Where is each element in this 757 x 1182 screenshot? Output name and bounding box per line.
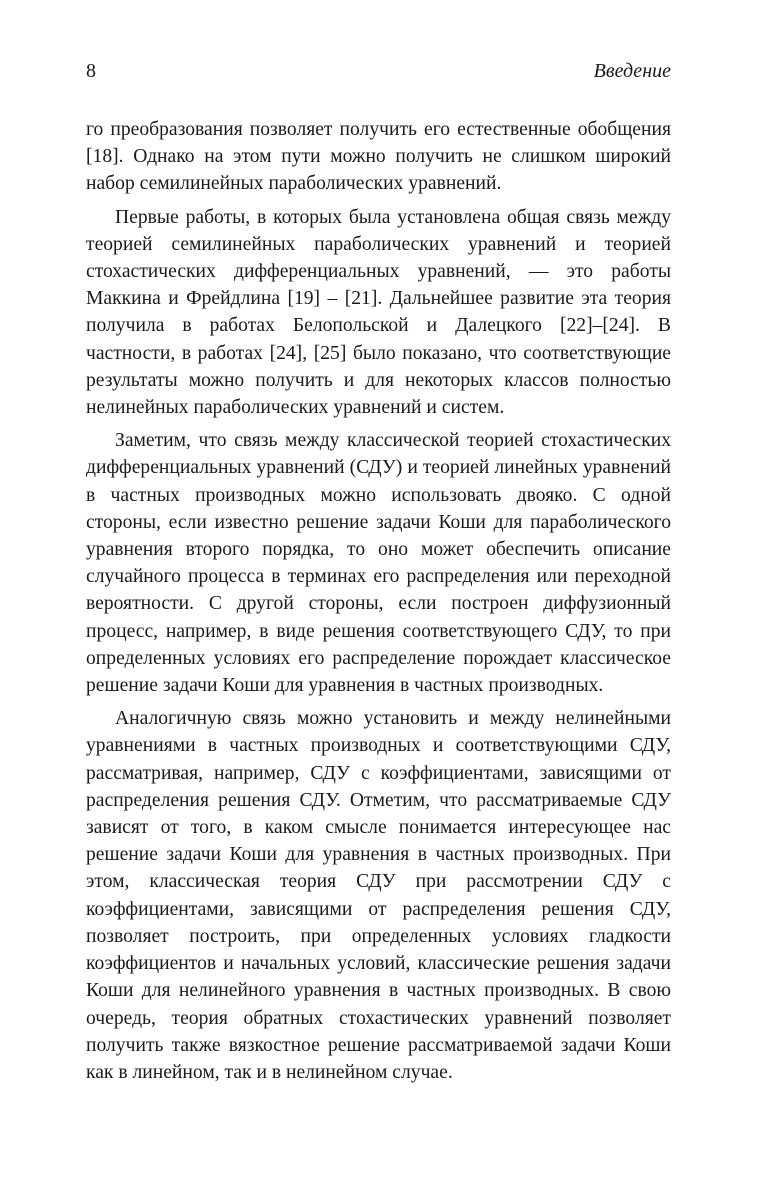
paragraph-sde-linear: Заметим, что связь между классической теорией стохастических дифференциальных уравнений (СДУ) и теорией линейных уравнений в частных производных можно использовать двояко. С одной стороны, если известно решение задачи Коши для параболического уравнения второго порядка, то оно может обеспечить описание случайного процесса в терминах его распределения или переходной вероятности. С другой стороны, если построен диффузионный процесс, например, в виде решения соответствующего СДУ, то при определенных условиях его распределение порождает классическое решение задачи Коши для уравнения в частных производных. — [86, 430, 671, 697]
section-title: Введение — [593, 60, 671, 82]
paragraph-continuation: го преобразования позволяет получить его естественные обобщения [18]. Однако на этом пути можно получить не слишком широкий набор семилинейных параболических уравнений. — [86, 119, 671, 195]
page-number: 8 — [86, 60, 96, 82]
running-head — [86, 60, 671, 86]
body-text — [86, 116, 671, 1092]
paragraph-sde-nonlinear: Аналогичную связь можно установить и между нелинейными уравнениями в частных производных и соответствующими СДУ, рассматривая, например, СДУ с коэффициентами, зависящими от распределения решения СДУ. Отметим, что рассматриваемые СДУ зависят от того, в каком смысле понимается интересующее нас решение задачи Коши для уравнения в частных производных. При этом, классическая теория СДУ при рассмотрении СДУ с коэффициентами, зависящими от распределения решения СДУ, позволяет построить, при определенных условиях гладкости коэффициентов и начальных условий, классические решения задачи Коши для нелинейного уравнения в частных производных. В свою очередь, теория обратных стохастических уравнений позволяет получить также вязкостное решение рассматриваемой задачи Коши как в линейном, так и в нелинейном случае. — [86, 708, 671, 1083]
paragraph-first-works: Первые работы, в которых была установлена общая связь между теорией семилинейных параболических уравнений и теорией стохастических дифференциальных уравнений, — это работы Маккина и Фрейдлина [19] – [21]. Дальнейшее развитие эта теория получила в работах Белопольской и Далецкого [22]–[24]. В частности, в работах [24], [25] было показано, что соответствующие результаты можно получить и для некоторых классов полностью нелинейных параболических уравнений и систем. — [86, 206, 671, 419]
